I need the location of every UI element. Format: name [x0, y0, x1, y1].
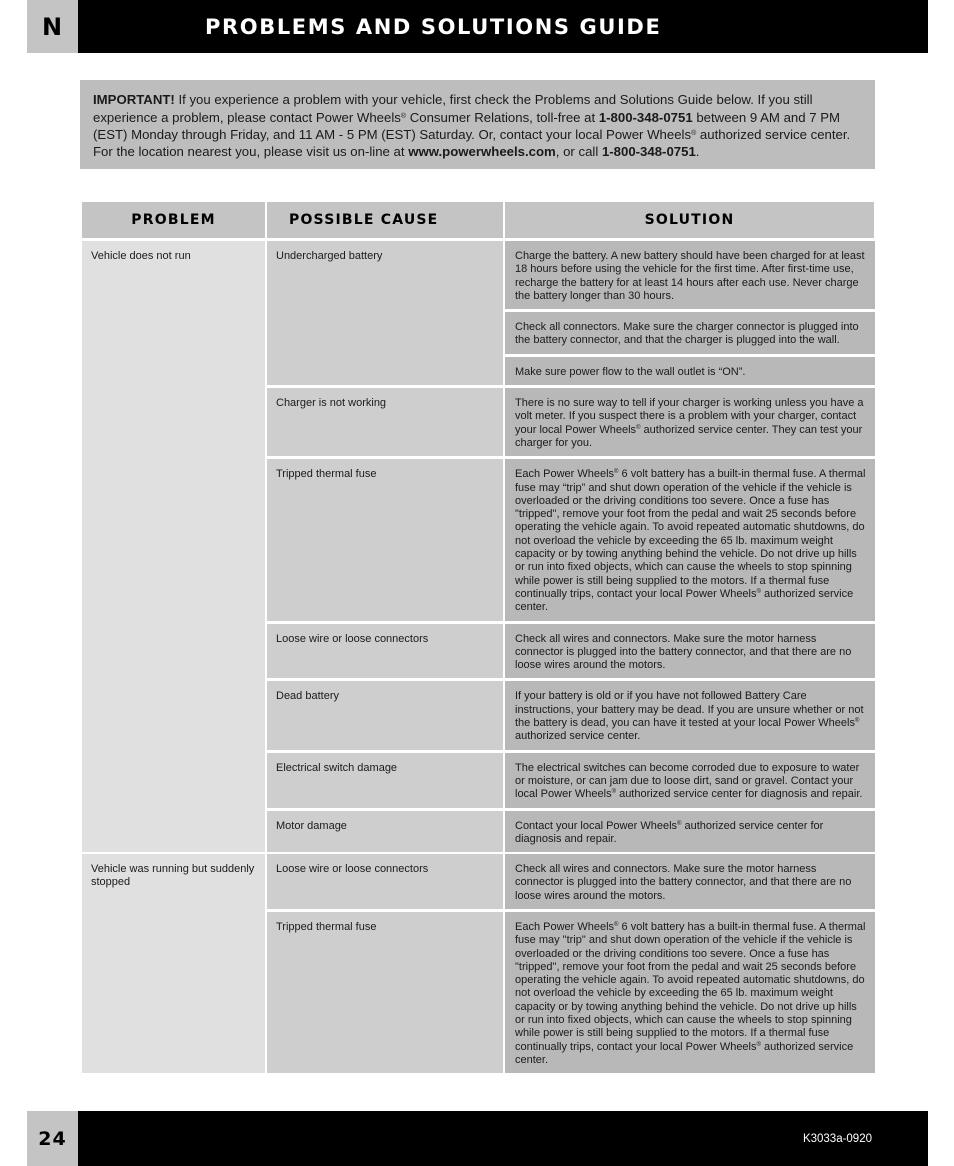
problem-cell: Vehicle does not run — [82, 241, 265, 852]
solution-cell — [505, 459, 875, 620]
registered-mark: ® — [614, 469, 619, 476]
solution-cell — [505, 753, 875, 808]
important-label: IMPORTANT! — [93, 92, 175, 107]
solution-text: Each Power Wheels — [515, 920, 615, 933]
registered-mark: ® — [756, 1041, 761, 1048]
table-row — [267, 912, 875, 1073]
table-row — [267, 388, 875, 456]
header-solution: SOLUTION — [505, 202, 874, 238]
solution-text: authorized service center. — [515, 730, 641, 743]
problem-cell: Vehicle was running but suddenly stopped — [82, 854, 265, 1073]
cause-cell: Loose wire or loose connectors — [267, 624, 503, 679]
solution-text: 6 volt battery has a built-in thermal fuse. A thermal fuse may "trip" and shut down operation of the vehicle if the vehicle is overloaded or the driving conditions too severe. Once a fuse has "tripped", remove your foot from the pedal and wait 25 seconds before operating the vehicle again. To avoid repeated automatic shutdowns, do not overload the vehicle by exceeding the 65 lb. maximum weight capacity or by towing anything behind the vehicle. Do not drive up hills or run into fixed objects, which can cause the wheels to stop spinning while power is still being supplied to the motors. If a thermal fuse continually trips, contact your local Power Wheels — [515, 920, 866, 1053]
solution-list — [505, 388, 875, 456]
solution-text: The electrical switches can become corroded due to exposure to water or moisture, or can jam due to loose dirt, sand or gravel. Contact your local Power Wheels — [515, 761, 860, 801]
solution-text: If your battery is old or if you have not followed Battery Care instructions, your battery may be dead. If you are unsure whether or not the battery is dead, you can have it tested at your local Power Wheels — [515, 690, 864, 730]
registered-mark: ® — [756, 588, 761, 595]
cause-cell: Tripped thermal fuse — [267, 459, 503, 620]
solution-cell — [505, 681, 875, 749]
important-notice — [80, 80, 875, 169]
table-row — [267, 241, 875, 385]
header-cause: POSSIBLE CAUSE — [267, 202, 503, 238]
registered-mark: ® — [611, 789, 617, 796]
solution-text: authorized service center. They can test your charger for you. — [515, 423, 863, 449]
cause-cell: Dead battery — [267, 681, 503, 749]
solution-text: There is no sure way to tell if your charger is working unless you have a volt meter. If you suspect there is a problem with your charger, contact your local Power Wheels — [515, 397, 864, 436]
problem-group — [82, 241, 875, 852]
notice-text: between 9 AM and 7 PM (EST) Monday through Friday, and 11 AM - 5 PM (EST) Saturday. Or, contact your local Power Wheels — [93, 109, 841, 142]
solution-cell — [505, 912, 875, 1073]
solution-list — [505, 241, 875, 385]
solution-text: authorized service center for diagnosis and repair. — [515, 819, 824, 845]
solution-cell: Check all wires and connectors. Make sure the motor harness connector is plugged into the battery connector, and that there are no loose wires around the motors. — [505, 624, 875, 679]
cause-cell: Motor damage — [267, 811, 503, 853]
table-row — [267, 854, 875, 909]
solution-list — [505, 854, 875, 909]
table-row — [267, 681, 875, 749]
solution-list — [505, 459, 875, 620]
solution-list — [505, 811, 875, 853]
solution-text: Each Power Wheels — [515, 468, 615, 481]
solution-list — [505, 624, 875, 679]
table-row — [267, 624, 875, 679]
solution-cell: Check all wires and connectors. Make sure the motor harness connector is plugged into the battery connector, and that there are no loose wires around the motors. — [505, 854, 875, 909]
header-bar — [78, 0, 928, 53]
solution-text: Contact your local Power Wheels — [515, 819, 678, 832]
registered-mark: ® — [691, 130, 697, 137]
page-number: 24 — [27, 1111, 78, 1166]
solution-list — [505, 912, 875, 1073]
website-link[interactable]: www.powerwheels.com — [408, 143, 556, 159]
solution-cell — [505, 388, 875, 456]
phone-number: 1-800-348-0751 — [601, 143, 696, 159]
solution-list — [505, 681, 875, 749]
notice-text: Consumer Relations, toll-free at — [406, 109, 599, 125]
registered-mark: ® — [614, 921, 619, 928]
page-title: PROBLEMS AND SOLUTIONS GUIDE — [205, 14, 662, 39]
solution-text: 6 volt battery has a built-in thermal fuse. A thermal fuse may “trip” and shut down operation of the vehicle if the vehicle is overloaded or the driving conditions too severe. Once a fuse has "tripped", remove your foot from the pedal and wait 25 seconds before operating the vehicle again. To avoid repeated automatic shutdowns, do not overload the vehicle by exceeding the 65 lb. maximum weight capacity or by towing anything behind the vehicle. Do not drive up hills or run into fixed objects, which can cause the wheels to stop spinning while power is still being supplied to the motors. If a thermal fuse continually trips, contact your local Power Wheels — [515, 468, 866, 600]
problems-table — [82, 202, 875, 1075]
notice-text: , or call — [555, 143, 602, 159]
notice-text: . — [695, 143, 700, 159]
language-marker: N — [27, 0, 78, 53]
table-row — [267, 753, 875, 808]
notice-text: If you experience a problem with your vehicle, first check the Problems and Solutions Guide below. If you still experience a problem, please contact Power Wheels — [93, 92, 813, 125]
page-header — [27, 0, 928, 53]
solution-text: authorized service center. — [515, 587, 854, 614]
header-problem: PROBLEM — [82, 202, 265, 238]
solution-cell — [505, 811, 875, 853]
solution-list — [505, 753, 875, 808]
cause-list — [267, 854, 875, 1073]
notice-text: authorized service center. For the location nearest you, please visit us on-line at — [93, 127, 851, 159]
cause-cell: Charger is not working — [267, 388, 503, 456]
page-footer — [27, 1111, 928, 1166]
solution-text: authorized service center for diagnosis and repair. — [616, 788, 863, 801]
cause-cell: Loose wire or loose connectors — [267, 854, 503, 909]
table-row — [267, 811, 875, 853]
table-row — [267, 459, 875, 620]
solution-text: authorized service center. — [515, 1040, 854, 1066]
registered-mark: ® — [677, 820, 682, 827]
registered-mark: ® — [400, 112, 407, 120]
solution-cell: Check all connectors. Make sure the charger connector is plugged into the battery connector, and that the charger is plugged into the wall. — [505, 312, 875, 354]
registered-mark: ® — [854, 718, 860, 725]
table-body — [82, 241, 875, 1073]
cause-cell: Electrical switch damage — [267, 753, 503, 808]
registered-mark: ® — [636, 424, 641, 431]
problem-group — [82, 854, 875, 1073]
document-code: K3033a-0920 — [802, 1132, 872, 1145]
cause-list — [267, 241, 875, 852]
cause-cell: Undercharged battery — [267, 241, 503, 385]
solution-cell: Make sure power flow to the wall outlet is “ON”. — [505, 357, 875, 385]
phone-number: 1-800-348-0751 — [598, 109, 693, 125]
footer-bar — [78, 1111, 928, 1166]
cause-cell: Tripped thermal fuse — [267, 912, 503, 1073]
table-header — [82, 202, 875, 238]
solution-cell: Charge the battery. A new battery should have been charged for at least 18 hours before using the vehicle for the first time. After first-time use, recharge the battery for at least 14 hours after each use. Never charge the battery longer than 30 hours. — [505, 241, 875, 309]
